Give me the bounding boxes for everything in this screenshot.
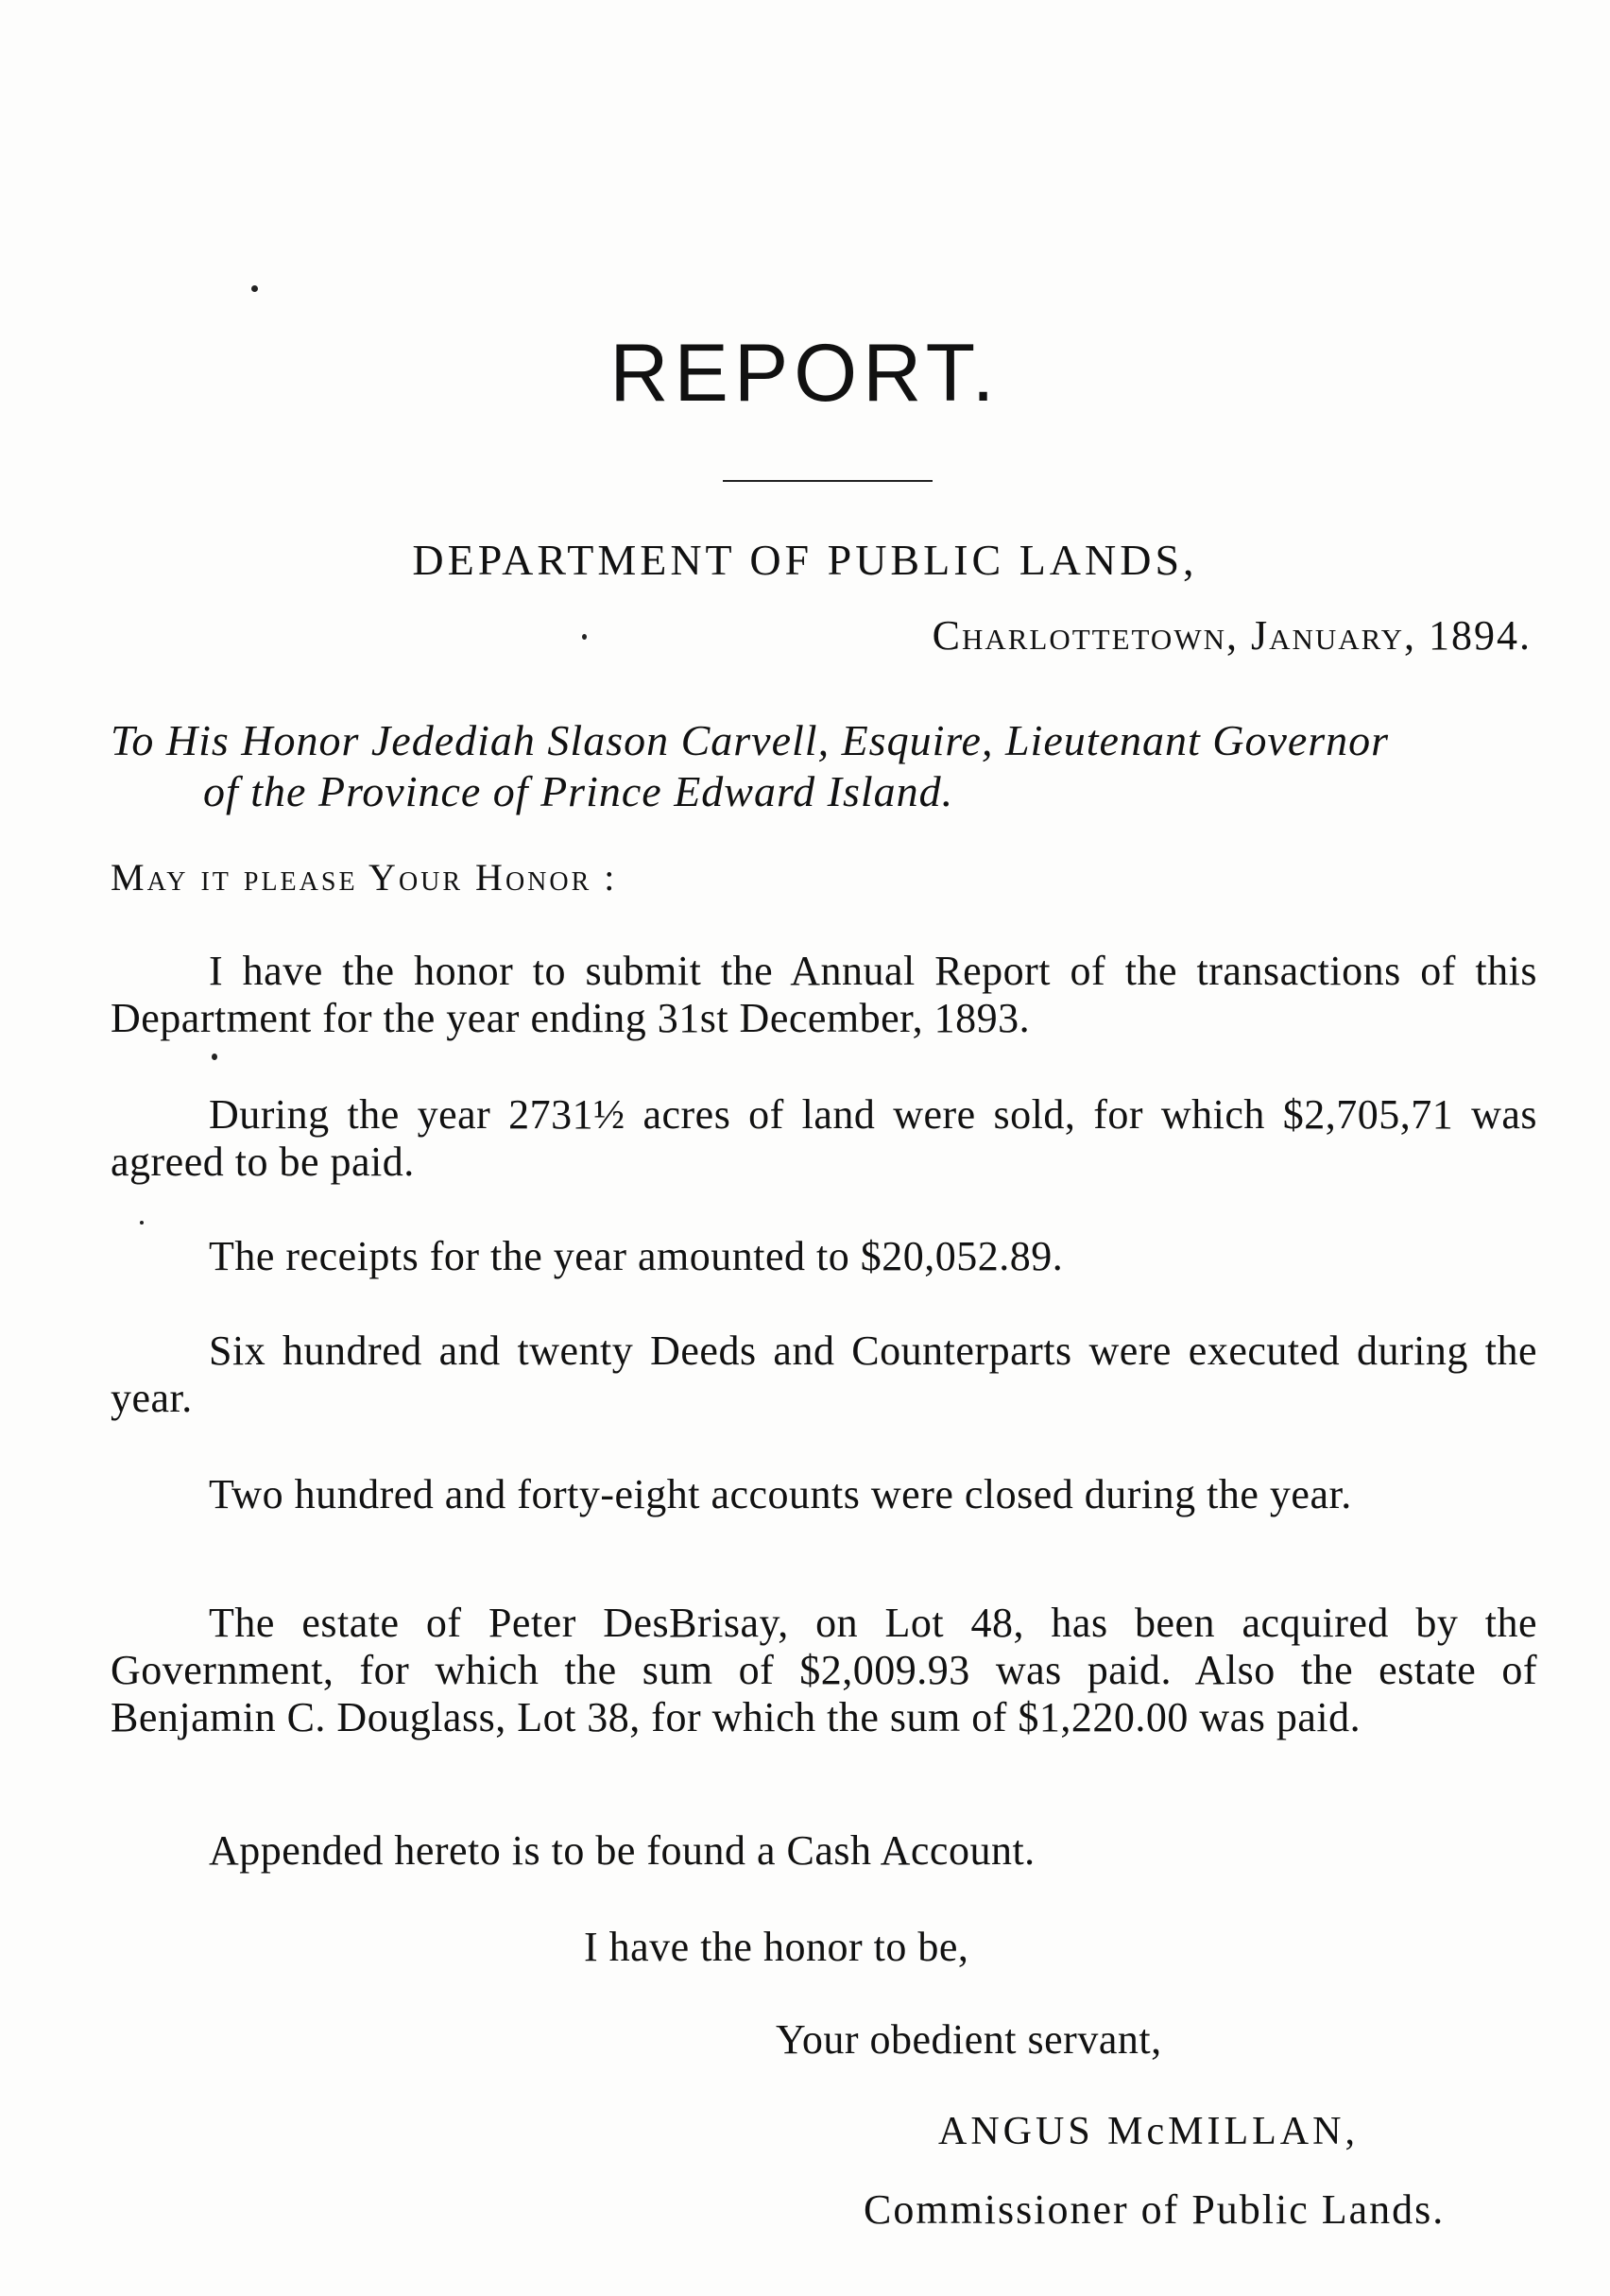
scan-speck bbox=[212, 1054, 217, 1060]
scan-speck bbox=[251, 285, 258, 292]
paragraph-cash-account: Appended hereto is to be found a Cash Account. bbox=[209, 1827, 1036, 1874]
paragraph-receipts: The receipts for the year amounted to $20,052.89. bbox=[209, 1233, 1064, 1279]
report-title: REPORT. bbox=[609, 328, 1001, 419]
closing-honor: I have the honor to be, bbox=[584, 1924, 969, 1970]
paragraph-accounts: Two hundred and forty-eight accounts were closed during the year. bbox=[209, 1471, 1352, 1517]
addressee bbox=[111, 715, 1547, 817]
scan-speck bbox=[582, 634, 587, 640]
signature-title: Commissioner of Public Lands. bbox=[864, 2186, 1446, 2233]
paragraph-land-sales: During the year 2731½ acres of land were sold, for which $2,705,71 was agreed to be paid. bbox=[111, 1091, 1537, 1185]
paragraph-estates: The estate of Peter DesBrisay, on Lot 48, has been acquired by the Government, for which the sum of $2,009.93 was paid. Also the estate of Benjamin C. Douglass, Lot 38, for which the sum of $1,220.00 was paid. bbox=[111, 1600, 1537, 1740]
signature-name: ANGUS McMILLAN, bbox=[938, 2110, 1359, 2153]
department-heading: DEPARTMENT OF PUBLIC LANDS, bbox=[412, 536, 1198, 584]
paragraph-submission: I have the honor to submit the Annual Report of the transactions of this Department for the year ending 31st December, 1893. bbox=[111, 948, 1537, 1041]
title-divider bbox=[723, 480, 933, 482]
salutation: May it please Your Honor : bbox=[111, 856, 618, 899]
addressee-line-1: To His Honor Jedediah Slason Carvell, Esquire, Lieutenant Governor bbox=[111, 716, 1390, 764]
paragraph-deeds: Six hundred and twenty Deeds and Counterparts were executed during the year. bbox=[111, 1328, 1537, 1421]
closing-servant: Your obedient servant, bbox=[776, 2016, 1162, 2063]
addressee-line-2: of the Province of Prince Edward Island. bbox=[203, 767, 954, 815]
dateline: Charlottetown, January, 1894. bbox=[932, 612, 1532, 659]
scan-speck bbox=[140, 1221, 144, 1225]
